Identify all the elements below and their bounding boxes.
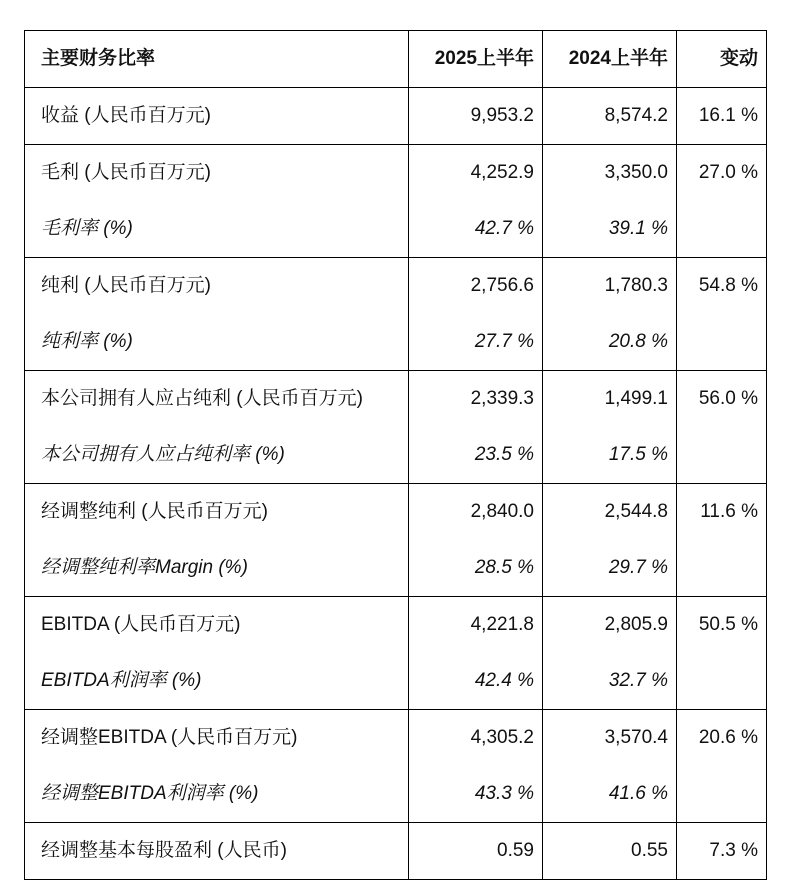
value-change: 56.0 % (677, 371, 767, 428)
table-subrow (25, 540, 767, 597)
table-subrow (25, 766, 767, 823)
financial-ratios-table (24, 30, 767, 880)
subvalue-change-empty (677, 653, 767, 710)
value-2024: 0.55 (543, 823, 677, 880)
subvalue-2025: 23.5 % (409, 427, 543, 484)
subvalue-2024: 32.7 % (543, 653, 677, 710)
subrow-label: 经调整EBITDA利润率 (%) (25, 766, 409, 823)
header-2024-h1: 2024上半年 (543, 31, 677, 88)
subvalue-change-empty (677, 427, 767, 484)
header-2025-h1: 2025上半年 (409, 31, 543, 88)
row-label: 本公司拥有人应占纯利 (人民币百万元) (25, 371, 409, 428)
header-change: 变动 (677, 31, 767, 88)
value-2024: 1,499.1 (543, 371, 677, 428)
value-change: 11.6 % (677, 484, 767, 541)
value-change: 16.1 % (677, 88, 767, 145)
value-2024: 8,574.2 (543, 88, 677, 145)
value-2025: 4,305.2 (409, 710, 543, 767)
value-2025: 9,953.2 (409, 88, 543, 145)
value-change: 54.8 % (677, 258, 767, 315)
table-row (25, 371, 767, 428)
row-label: 经调整EBITDA (人民币百万元) (25, 710, 409, 767)
subrow-label: 本公司拥有人应占纯利率 (%) (25, 427, 409, 484)
subvalue-2025: 28.5 % (409, 540, 543, 597)
value-2025: 4,252.9 (409, 145, 543, 202)
value-2025: 0.59 (409, 823, 543, 880)
table-subrow (25, 653, 767, 710)
table-row (25, 823, 767, 880)
value-2025: 2,339.3 (409, 371, 543, 428)
subrow-label: 纯利率 (%) (25, 314, 409, 371)
subvalue-change-empty (677, 766, 767, 823)
subvalue-2025: 43.3 % (409, 766, 543, 823)
value-change: 7.3 % (677, 823, 767, 880)
table-row (25, 710, 767, 767)
subvalue-2025: 42.7 % (409, 201, 543, 258)
subvalue-2024: 39.1 % (543, 201, 677, 258)
value-2024: 3,350.0 (543, 145, 677, 202)
subvalue-2024: 17.5 % (543, 427, 677, 484)
value-2025: 2,840.0 (409, 484, 543, 541)
table-row (25, 597, 767, 654)
row-label: 纯利 (人民币百万元) (25, 258, 409, 315)
subvalue-2025: 27.7 % (409, 314, 543, 371)
subvalue-2024: 20.8 % (543, 314, 677, 371)
table-row (25, 484, 767, 541)
value-change: 20.6 % (677, 710, 767, 767)
table-subrow (25, 427, 767, 484)
table-row (25, 145, 767, 202)
header-label: 主要财务比率 (25, 31, 409, 88)
table-subrow (25, 201, 767, 258)
table-row (25, 258, 767, 315)
subvalue-change-empty (677, 314, 767, 371)
subrow-label: 毛利率 (%) (25, 201, 409, 258)
value-change: 27.0 % (677, 145, 767, 202)
subvalue-change-empty (677, 201, 767, 258)
subvalue-change-empty (677, 540, 767, 597)
value-2024: 2,544.8 (543, 484, 677, 541)
table-header-row (25, 31, 767, 88)
table-row (25, 88, 767, 145)
row-label: EBITDA (人民币百万元) (25, 597, 409, 654)
value-2025: 4,221.8 (409, 597, 543, 654)
value-2025: 2,756.6 (409, 258, 543, 315)
table-subrow (25, 314, 767, 371)
subvalue-2024: 41.6 % (543, 766, 677, 823)
row-label: 收益 (人民币百万元) (25, 88, 409, 145)
subrow-label: 经调整纯利率Margin (%) (25, 540, 409, 597)
value-2024: 1,780.3 (543, 258, 677, 315)
row-label: 经调整基本每股盈利 (人民币) (25, 823, 409, 880)
subvalue-2024: 29.7 % (543, 540, 677, 597)
row-label: 经调整纯利 (人民币百万元) (25, 484, 409, 541)
row-label: 毛利 (人民币百万元) (25, 145, 409, 202)
value-change: 50.5 % (677, 597, 767, 654)
subvalue-2025: 42.4 % (409, 653, 543, 710)
subrow-label: EBITDA利润率 (%) (25, 653, 409, 710)
value-2024: 2,805.9 (543, 597, 677, 654)
value-2024: 3,570.4 (543, 710, 677, 767)
